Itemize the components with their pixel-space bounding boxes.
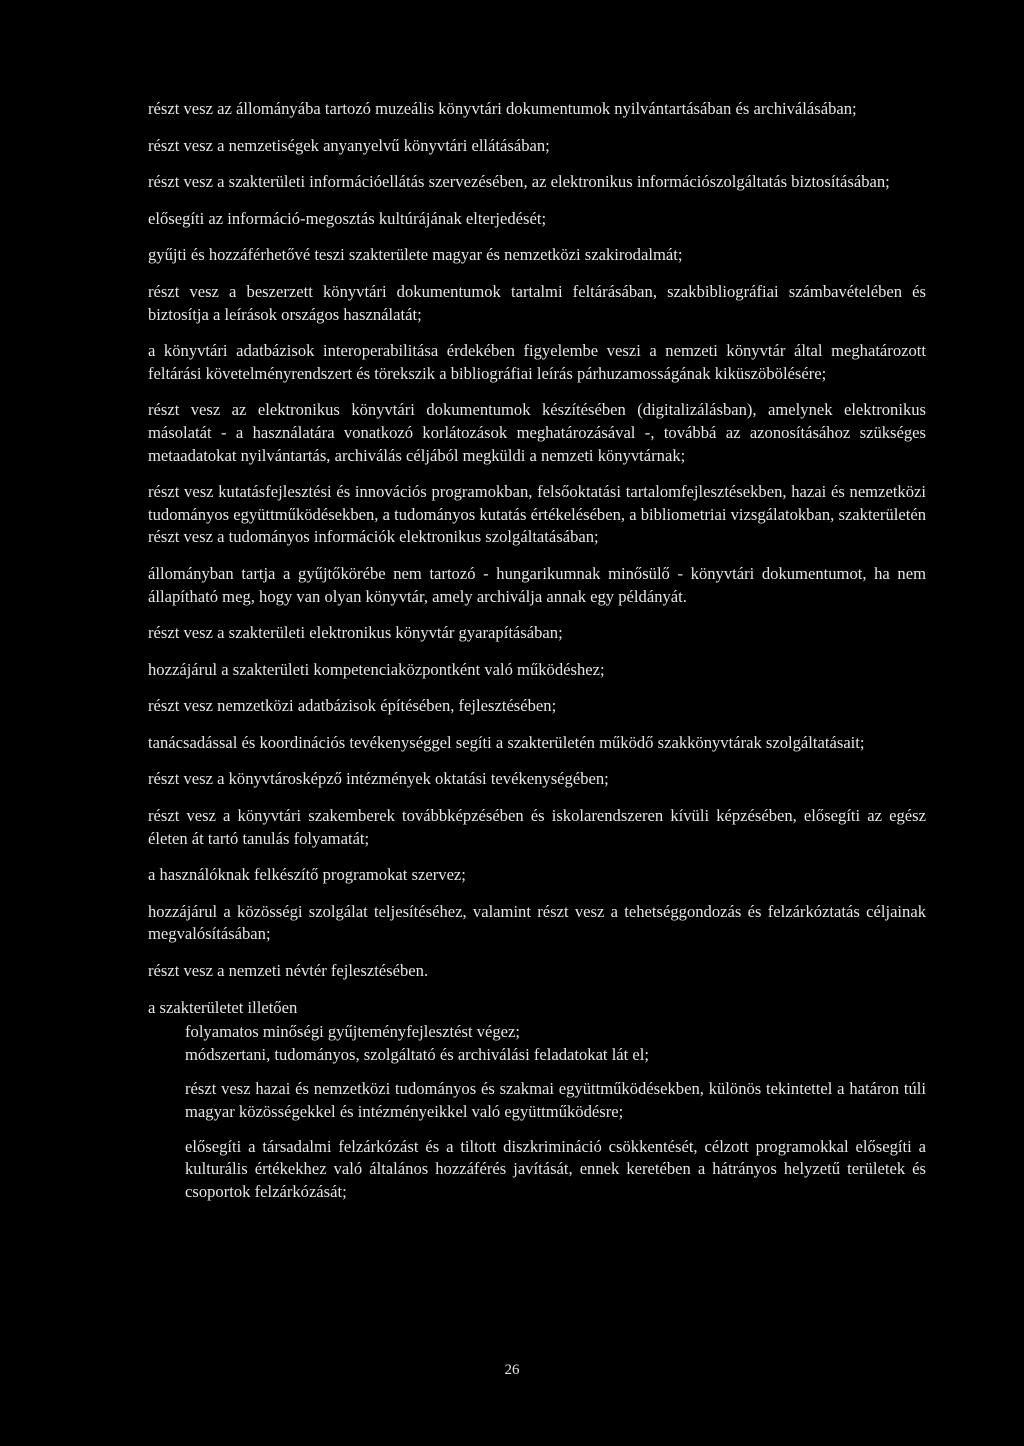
section-line-1: folyamatos minőségi gyűjteményfejlesztést végez;	[185, 1022, 521, 1042]
paragraph-12: hozzájárul a szakterületi kompetenciaközpontként való működéshez;	[148, 659, 605, 679]
spacer	[185, 1066, 926, 1078]
paragraph-6: részt vesz a beszerzett könyvtári dokumentumok tartalmi feltárásában, szakbibliográfiai számbavételében és biztosítja a leírások országos használatát;	[148, 281, 926, 324]
section-paragraph-2: elősegíti a társadalmi felzárkózást és a tiltott diszkrimináció csökkentését, célzott programokkal elősegíti a kulturális értékekhez való általános hozzáférés javítását, ennek keretében a hátrányos helyzetű területek és csoportok felzárkózását;	[185, 1136, 926, 1201]
paragraph-5: gyűjti és hozzáférhetővé teszi szakterülete magyar és nemzetközi szakirodalmát;	[148, 245, 683, 265]
section-line-2: módszertani, tudományos, szolgáltató és archiválási feladatokat lát el;	[185, 1044, 650, 1064]
paragraph-18: hozzájárul a közösségi szolgálat teljesítéséhez, valamint részt vesz a tehetséggondozás és felzárkóztatás céljainak megvalósításában;	[148, 901, 926, 944]
section-indented-block	[148, 1021, 926, 1203]
document-body	[148, 98, 926, 1215]
paragraph-1: részt vesz az állományába tartozó muzeális könyvtári dokumentumok nyilvántartásában és archiválásában;	[148, 99, 857, 118]
paragraph-11: részt vesz a szakterületi elektronikus könyvtár gyarapításában;	[148, 623, 563, 643]
section-paragraph-1: részt vesz hazai és nemzetközi tudományos és szakmai együttműködésekben, különös tekintettel a határon túli magyar közösségekkel és intézményeikkel való együttműködésre;	[185, 1079, 926, 1121]
paragraph-15: részt vesz a könyvtárosképző intézmények oktatási tevékenységében;	[148, 769, 609, 789]
section-heading: a szakterületet illetően	[148, 997, 298, 1017]
paragraph-2: részt vesz a nemzetiségek anyanyelvű könyvtári ellátásában;	[148, 135, 550, 155]
paragraph-13: részt vesz nemzetközi adatbázisok építésében, fejlesztésében;	[148, 696, 557, 716]
paragraph-4: elősegíti az információ-megosztás kultúrájának elterjedését;	[148, 208, 547, 228]
page-number: 26	[504, 1362, 520, 1378]
paragraph-17: a használóknak felkészítő programokat szervez;	[148, 865, 466, 885]
paragraph-7: a könyvtári adatbázisok interoperabilitása érdekében figyelembe veszi a nemzeti könyvtár által meghatározott feltárási követelményrendszert és törekszik a bibliográfiai leírás párhuzamosságának kiküszöbölésére;	[148, 341, 926, 383]
paragraph-9: részt vesz kutatásfejlesztési és innovációs programokban, felsőoktatási tartalomfejlesztésekben, hazai és nemzetközi tudományos együttműködésekben, a tudományos kutatás értékelésében, a bibliometriai vizsgálatokban, szakterületén részt vesz a tudományos információk elektronikus szolgáltatásában;	[148, 482, 926, 547]
paragraph-16: részt vesz a könyvtári szakemberek továbbképzésében és iskolarendszeren kívüli képzésében, elősegíti az egész életen át tartó tanulás folyamatát;	[148, 806, 926, 848]
paragraph-3: részt vesz a szakterületi információellátás szervezésében, az elektronikus információszolgáltatás biztosításában;	[148, 172, 890, 192]
paragraph-8: részt vesz az elektronikus könyvtári dokumentumok készítésében (digitalizálásban), amelynek elektronikus másolatát - a használatára vonatkozó korlátozások meghatározásával -, továbbá az azonosításához szükséges metaadatokat nyilvántartás, archiválás céljából megküldi a nemzeti könyvtárnak;	[148, 400, 926, 465]
paragraph-19: részt vesz a nemzeti névtér fejlesztésében.	[148, 961, 429, 981]
paragraph-10: állományban tartja a gyűjtőkörébe nem tartozó - hungarikumnak minősülő - könyvtári dokumentumot, ha nem állapítható meg, hogy van olyan könyvtár, amely archiválja annak egy példányát.	[148, 563, 926, 606]
paragraph-14: tanácsadással és koordinációs tevékenységgel segíti a szakterületén működő szakkönyvtárak szolgáltatásait;	[148, 732, 865, 752]
